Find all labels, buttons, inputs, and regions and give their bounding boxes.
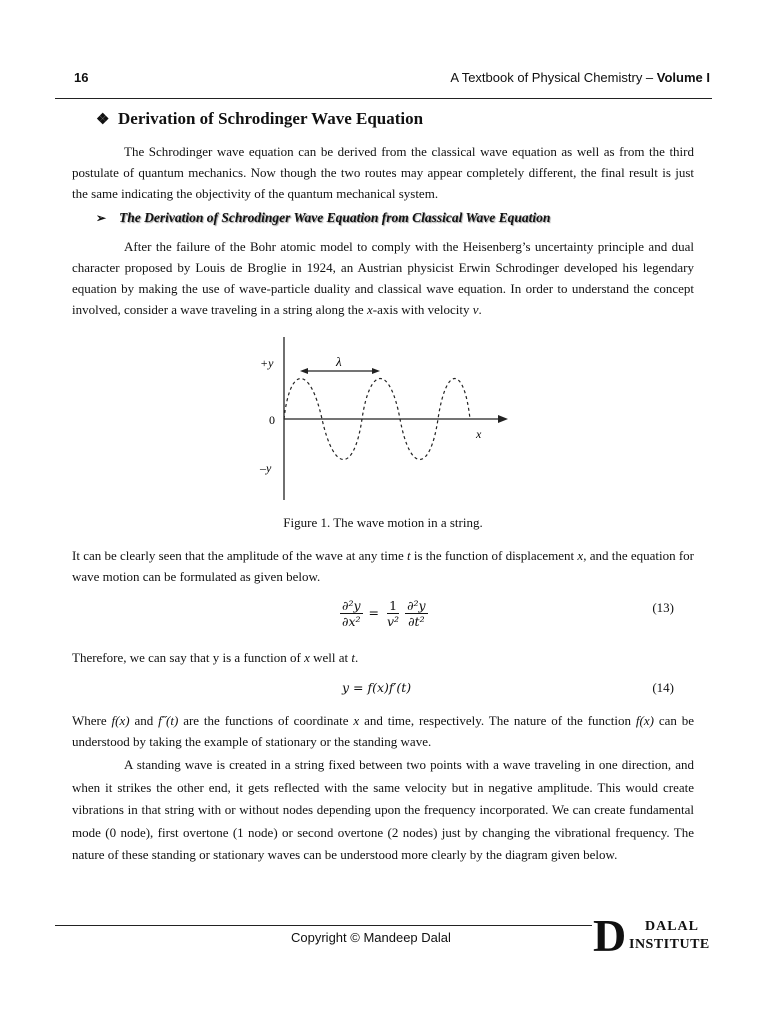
logo-letter: D: [593, 910, 627, 961]
arrow-bullet-icon: ➢: [96, 211, 107, 225]
lhs-denominator: ∂x²: [342, 614, 361, 629]
amp-text-c: , and the equation for wave motion can be formulated as given below.: [72, 548, 695, 584]
amp-var-t: t: [406, 548, 411, 563]
intro-paragraph: [72, 141, 694, 204]
bohr-var-x: x: [366, 302, 373, 317]
equation-14-expression: y = f(x)f′(t): [342, 680, 412, 695]
standing-wave-paragraph: [72, 754, 694, 867]
bohr-text-c: .: [478, 302, 482, 317]
coef-denominator: v²: [387, 614, 400, 629]
rhs-fraction: [405, 598, 428, 629]
volume-label: Volume I: [656, 70, 710, 85]
figure-caption: Figure 1. The wave motion in a string.: [283, 515, 483, 530]
where-text-e: can be understood by taking the example of stationary or the standing wave.: [72, 713, 695, 749]
bohr-paragraph: [72, 236, 694, 320]
rhs-numerator: ∂²y: [407, 598, 426, 613]
intro-paragraph-text: The Schrodinger wave equation can be derived from the classical wave equation as well as from the third postulate of quantum mechanics. Now though the two routes may appear completely different, the final result is just the same indicating the objectivity of the quantum mechanical system.: [72, 144, 694, 201]
section-heading: [96, 109, 423, 129]
bohr-var-v: v: [472, 302, 479, 317]
standing-wave-text: A standing wave is created in a string fixed between two points with a wave traveling in one direction, and when it strikes the other end, it gets reflected with the same velocity but in negative amplitude. This would create vibrations in that string with or without nodes depending upon the frequency incorporated. We can create fundamental mode (0 node), first overtone (1 node) or second overtone (2 nodes) just by changing the vibrational frequency. The nature of these standing or stationary waves can be understood more clearly by the diagram given below.: [72, 757, 694, 862]
where-fx: f(x): [111, 713, 130, 728]
dalal-institute-logo: [593, 910, 723, 961]
zero-label: 0: [269, 413, 275, 427]
subsection-heading-text: The Derivation of Schrodinger Wave Equation from Classical Wave Equation: [119, 210, 551, 225]
where-fx2: f(x): [635, 713, 654, 728]
x-axis-arrowhead: [498, 415, 508, 423]
subsection-heading: [96, 210, 550, 226]
lhs-numerator: ∂²y: [342, 598, 361, 613]
header-rule: [55, 98, 712, 99]
minus-y-label: –y: [260, 461, 272, 475]
wavelength-arrow-left-head: [300, 368, 308, 374]
bohr-text-b: -axis with velocity: [372, 302, 473, 317]
where-text-d: and time, respectively. The nature of the function: [359, 713, 636, 728]
where-ft: f˝(t): [158, 713, 179, 728]
section-heading-text: Derivation of Schrodinger Wave Equation: [118, 109, 424, 128]
wavelength-arrow-right-head: [372, 368, 380, 374]
function-paragraph: [72, 647, 694, 668]
wave-figure: [250, 335, 520, 505]
logo-line-2: INSTITUTE: [629, 937, 710, 952]
equation-14-number: (14): [652, 680, 674, 695]
coef-fraction: [385, 598, 401, 629]
amp-text-a: It can be clearly seen that the amplitude of the wave at any time: [72, 548, 407, 563]
fn-text-c: .: [355, 650, 359, 665]
x-label: x: [476, 427, 482, 441]
fn-text-b: well at: [309, 650, 352, 665]
copyright-notice: Copyright © Mandeep Dalal: [291, 930, 451, 945]
logo-line-1: DALAL: [645, 919, 700, 934]
amp-text-b: is the function of displacement: [410, 548, 578, 563]
footer-rule: [55, 925, 592, 926]
coef-numerator: 1: [389, 598, 398, 613]
bohr-text-a: After the failure of the Bohr atomic model to comply with the Heisenberg’s uncertainty principle and dual character proposed by Louis de Broglie in 1924, an Austrian physicist Erwin Schrodinger developed his legendary equation by making the use of wave-particle duality and classical wave equation. In order to understand the concept involved, consider a wave traveling in a string along the: [72, 239, 694, 317]
page-number: 16: [74, 70, 89, 85]
amplitude-paragraph: [72, 545, 694, 587]
diamond-bullet-icon: ❖: [96, 112, 110, 128]
equation-13-number: (13): [652, 600, 674, 615]
amp-var-x: x: [577, 548, 584, 563]
book-title: [450, 70, 710, 85]
fn-text-a: Therefore, we can say that y is a function of: [72, 650, 305, 665]
where-paragraph: [72, 710, 694, 752]
where-text-a: Where: [72, 713, 112, 728]
fn-var-t: t: [351, 650, 356, 665]
lhs-fraction: [340, 598, 363, 629]
rhs-denominator: ∂t²: [408, 614, 425, 629]
book-title-text: A Textbook of Physical Chemistry –: [450, 70, 654, 85]
equation-13-body: [340, 598, 428, 629]
where-text-b: and: [129, 713, 159, 728]
plus-y-label: +y: [260, 356, 274, 370]
where-text-c: are the functions of coordinate: [178, 713, 354, 728]
fn-var-x: x: [304, 650, 310, 665]
where-var-x: x: [353, 713, 360, 728]
equals-sign: =: [368, 605, 380, 620]
running-header: [72, 70, 710, 88]
lambda-label: λ: [336, 354, 342, 369]
